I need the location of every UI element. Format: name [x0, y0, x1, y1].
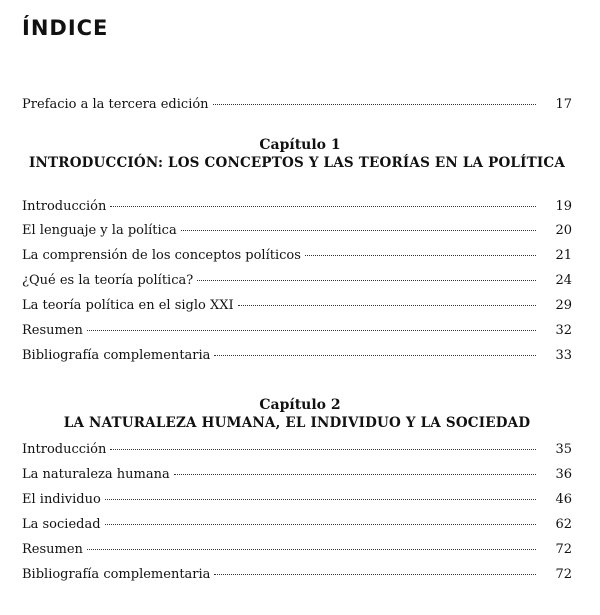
dot-leader [181, 230, 536, 231]
dot-leader [110, 449, 536, 450]
toc-entry-label: La comprensión de los conceptos políticos [22, 248, 301, 263]
toc-entry-page: 17 [555, 97, 572, 112]
dot-leader [105, 499, 536, 500]
dot-leader [238, 305, 536, 306]
dot-leader [110, 206, 536, 207]
toc-entry[interactable] [22, 542, 572, 558]
chapter-title: INTRODUCCIÓN: LOS CONCEPTOS Y LAS TEORÍAS EN LA POLÍTICA [28, 155, 566, 171]
toc-entry-label: La naturaleza humana [22, 467, 170, 482]
toc-entry-page: 72 [555, 567, 572, 582]
chapter-number: Capítulo 2 [259, 397, 341, 413]
toc-entry-label: Resumen [22, 542, 83, 557]
toc-entry-preface[interactable] [22, 97, 572, 113]
dot-leader [174, 474, 536, 475]
toc-entry[interactable] [22, 348, 572, 364]
toc-entry-page: 62 [555, 517, 572, 532]
dot-leader [197, 280, 536, 281]
toc-entry[interactable] [22, 467, 572, 483]
toc-entry-label: Introducción [22, 442, 107, 457]
dot-leader [105, 524, 536, 525]
toc-entry-label: Bibliografía complementaria [22, 348, 211, 363]
toc-entry-label: La sociedad [22, 517, 101, 532]
toc-entry-page: 19 [555, 199, 572, 214]
toc-entry-page: 36 [555, 467, 572, 482]
toc-entry[interactable] [22, 323, 572, 339]
toc-entry[interactable] [22, 492, 572, 508]
toc-entry-label: Prefacio a la tercera edición [22, 97, 209, 112]
chapter-title: LA NATURALEZA HUMANA, EL INDIVIDUO Y LA SOCIEDAD [63, 415, 531, 431]
toc-entry-label: ¿Qué es la teoría política? [22, 273, 194, 288]
dot-leader [214, 574, 536, 575]
toc-entry-label: Introducción [22, 199, 107, 214]
toc-entry-label: El individuo [22, 492, 101, 507]
toc-entry[interactable] [22, 273, 572, 289]
toc-entry-label: La teoría política en el siglo XXI [22, 298, 234, 313]
toc-entry-page: 35 [555, 442, 572, 457]
toc-entry-page: 20 [555, 223, 572, 238]
page-title: ÍNDICE [22, 16, 109, 40]
toc-entry-page: 72 [555, 542, 572, 557]
dot-leader [213, 104, 536, 105]
toc-entry[interactable] [22, 248, 572, 264]
dot-leader [87, 330, 536, 331]
dot-leader [214, 355, 536, 356]
chapter-number: Capítulo 1 [259, 137, 341, 153]
toc-entry[interactable] [22, 442, 572, 458]
toc-entry-page: 29 [555, 298, 572, 313]
toc-entry-page: 33 [555, 348, 572, 363]
toc-entry-page: 21 [555, 248, 572, 263]
dot-leader [305, 255, 536, 256]
toc-entry[interactable] [22, 199, 572, 215]
toc-entry-label: Bibliografía complementaria [22, 567, 211, 582]
toc-entry-label: El lenguaje y la política [22, 223, 177, 238]
dot-leader [87, 549, 536, 550]
toc-entry-page: 32 [555, 323, 572, 338]
toc-entry-page: 24 [555, 273, 572, 288]
toc-entry[interactable] [22, 298, 572, 314]
toc-entry[interactable] [22, 517, 572, 533]
toc-entry[interactable] [22, 223, 572, 239]
toc-entry[interactable] [22, 567, 572, 583]
toc-entry-label: Resumen [22, 323, 83, 338]
toc-entry-page: 46 [555, 492, 572, 507]
